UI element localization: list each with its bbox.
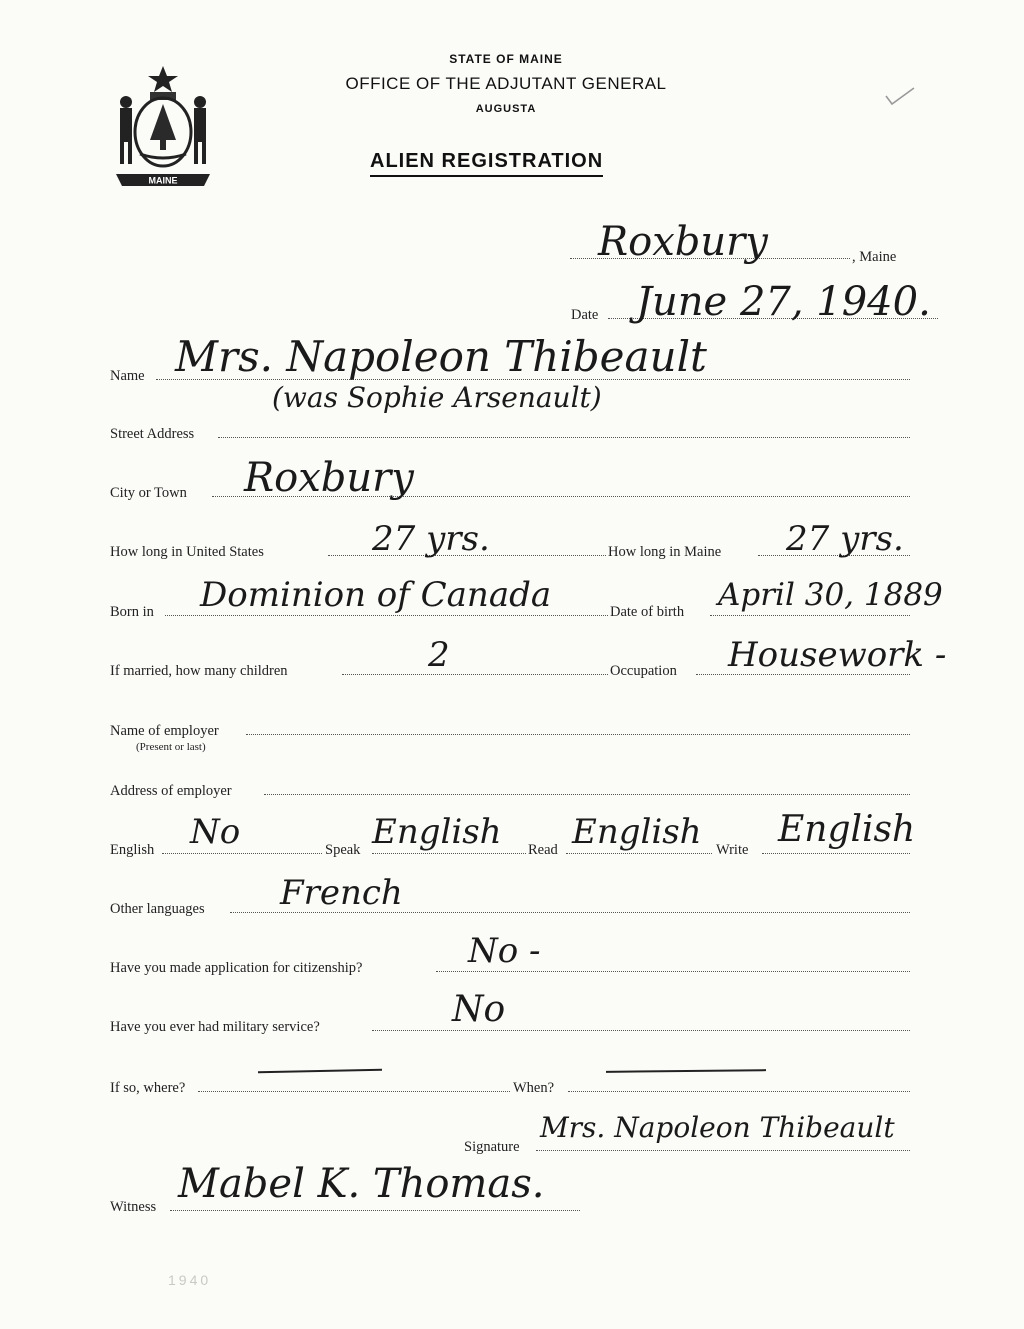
street-label: Street Address — [110, 426, 195, 442]
street-line — [218, 437, 910, 438]
read-label: Read — [528, 842, 558, 858]
date-of-birth-label: Date of birth — [610, 604, 685, 620]
when-dash — [606, 1069, 766, 1073]
citizenship-line — [436, 971, 910, 972]
header-office: OFFICE OF THE ADJUTANT GENERAL — [345, 74, 667, 93]
header-city: AUGUSTA — [475, 103, 537, 115]
how-long-us-label: How long in United States — [110, 544, 264, 560]
witness-line — [170, 1210, 580, 1211]
faded-date-stamp: 1940 — [168, 1272, 212, 1288]
citizenship-value: No - — [468, 931, 541, 971]
english-value: No — [190, 812, 241, 852]
how-long-maine-label: How long in Maine — [608, 544, 722, 560]
date-of-birth-line — [710, 615, 910, 616]
date-label: Date — [571, 307, 599, 323]
write-line — [762, 853, 910, 854]
occupation-value: Housework - — [728, 635, 947, 675]
military-label: Have you ever had military service? — [110, 1019, 320, 1035]
children-label: If married, how many children — [110, 663, 288, 679]
name-note-value: (was Sophie Arsenault) — [272, 381, 602, 414]
speak-label: Speak — [325, 842, 361, 858]
seal-text: MAINE — [148, 175, 178, 186]
born-in-value: Dominion of Canada — [200, 575, 552, 615]
where-label: If so, where? — [110, 1080, 186, 1096]
speak-value: English — [372, 812, 502, 852]
english-label: English — [110, 842, 155, 858]
other-languages-value: French — [280, 873, 403, 913]
children-line — [342, 674, 608, 675]
town-value: Roxbury — [598, 219, 768, 265]
when-label: When? — [513, 1080, 555, 1096]
name-label: Name — [110, 368, 145, 384]
employer-name-label: Name of employer — [110, 723, 219, 739]
write-label: Write — [716, 842, 749, 858]
maine-label: , Maine — [852, 249, 897, 265]
military-line — [372, 1030, 910, 1031]
where-line — [198, 1091, 510, 1092]
city-label: City or Town — [110, 485, 187, 501]
date-value: June 27, 1940. — [636, 279, 931, 325]
employer-address-line — [264, 794, 910, 795]
signature-line — [536, 1150, 910, 1151]
employer-address-label: Address of employer — [110, 783, 232, 799]
english-line — [162, 853, 322, 854]
where-dash — [258, 1069, 382, 1074]
when-line — [568, 1091, 910, 1092]
witness-label: Witness — [110, 1199, 157, 1215]
witness-value: Mabel K. Thomas. — [178, 1161, 545, 1207]
how-long-us-value: 27 yrs. — [372, 519, 490, 559]
other-languages-label: Other languages — [110, 901, 205, 917]
children-value: 2 — [428, 635, 450, 675]
born-in-label: Born in — [110, 604, 154, 620]
signature-value: Mrs. Napoleon Thibeault — [540, 1111, 895, 1144]
military-value: No — [452, 989, 506, 1030]
employer-name-line — [246, 734, 910, 735]
name-value: Mrs. Napoleon Thibeault — [175, 332, 707, 381]
write-value: English — [778, 809, 916, 850]
read-line — [566, 853, 712, 854]
header-state: STATE OF MAINE — [449, 52, 563, 66]
citizenship-label: Have you made application for citizenship? — [110, 960, 363, 976]
form-title: ALIEN REGISTRATION — [370, 150, 603, 177]
date-of-birth-value: April 30, 1889 — [718, 577, 943, 613]
signature-label: Signature — [464, 1139, 520, 1155]
born-in-line — [165, 615, 608, 616]
city-value: Roxbury — [244, 455, 414, 501]
employer-name-sublabel: (Present or last) — [136, 741, 206, 753]
read-value: English — [572, 812, 702, 852]
occupation-label: Occupation — [610, 663, 677, 679]
speak-line — [372, 853, 526, 854]
how-long-maine-value: 27 yrs. — [786, 519, 904, 559]
